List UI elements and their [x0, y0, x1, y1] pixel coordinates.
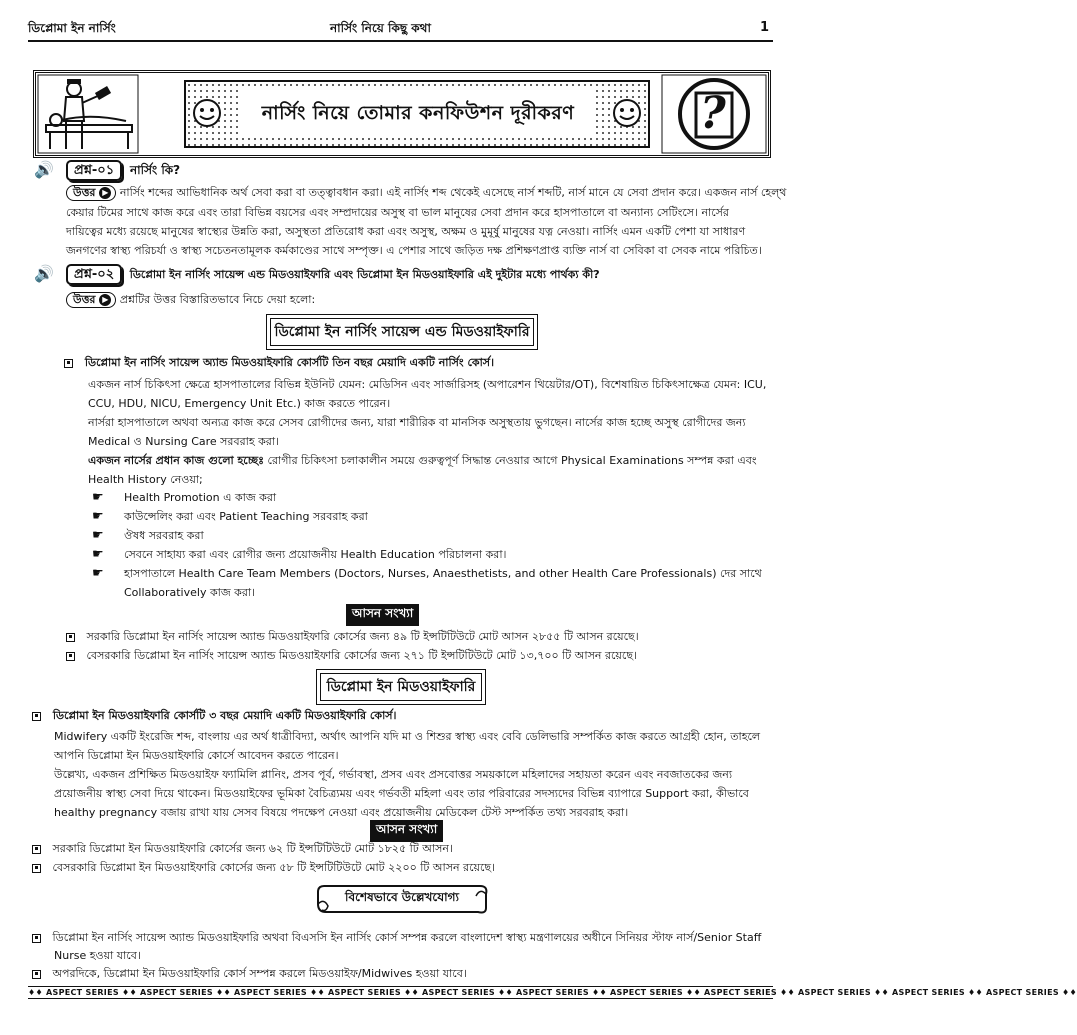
section-heading-notable: বিশেষভাবে উল্লেখযোগ্য: [345, 890, 459, 904]
smiley-icon: [612, 98, 642, 132]
pointing-hand-icon: ☛: [92, 490, 104, 505]
nurse-patient-illustration: [36, 73, 140, 155]
square-bullet-icon: [66, 633, 75, 642]
duty-item: কাউন্সেলিং করা এবং Patient Teaching সরবরাহ করা: [124, 510, 368, 523]
notable-item: ডিপ্লোমা ইন নার্সিং সায়েন্স অ্যান্ড মিডওয়াইফারি অথবা বিএসসি ইন নার্সিং কোর্স সম্পন্ন করলে বাংলাদেশ স্বাস্থ্য মন্ত্রণালয়ের অধীনে সিনিয়র স্টাফ নার্স/Senior Staff: [52, 931, 762, 944]
duty-item: ঔষধ সরবরাহ করা: [124, 529, 204, 542]
square-bullet-icon: [32, 712, 41, 721]
pointing-hand-icon: ☛: [92, 509, 104, 524]
section2-line: Midwifery একটি ইংরেজি শব্দ, বাংলায় এর অর্থ ধাত্রীবিদ্যা, অর্থাৎ আপনি যদি মা ও শিশুর স্বাস্থ্য এবং বেবি ডেলিভারি সম্পর্কিত কাজ করতে আগ্রহী হোন, তাহলে: [54, 730, 761, 743]
section1-line: নার্সরা হাসপাতালে অথবা অন্যত্র কাজ করে সেসব রোগীদের জন্য, যারা শারীরিক বা মানসিক অসুস্থতায় ভুগছেন। নার্সের কাজ হচ্ছে অসুস্থ রোগীদের জন্য: [88, 416, 746, 429]
answer-1-line: কেয়ার টিমের সাথে কাজ করে এবং তারা বিভিন্ন বয়সের এবং সম্প্রদায়ের অসুস্থ বা ভাল মানুষের সেবা প্রদান করে হাসপাতালে বা অন্যান্য সেটিংসে। নার্সের: [66, 206, 729, 219]
notable-item: অপরদিকে, ডিপ্লোমা ইন মিডওয়াইফারি কোর্স সম্পন্ন করলে মিডওয়াইফ/Midwives হওয়া যাবে।: [52, 967, 467, 980]
arrow-right-icon: ▶: [99, 187, 111, 199]
square-bullet-icon: [66, 652, 75, 661]
answer-1-line: জনগণের স্বাস্থ্য পরিচর্যা ও স্বাস্থ্য সচেতনতামূলক কর্মকাণ্ডের সাথে সম্পৃক্ত। এ পেশার সাথে জড়িত দক্ষ প্রশিক্ষণপ্রাপ্ত ব্যক্তি নার্স বা সেবিকা বা সেবক নামে পরিচিত।: [66, 244, 762, 257]
speaker-icon: 🔊: [34, 160, 54, 179]
duties-intro: রোগীর চিকিৎসা চলাকালীন সময়ে গুরুত্বপূর্ণ সিদ্ধান্ত নেওয়ার আগে Physical Examinations সম্পন্ন করা এবং: [267, 454, 757, 467]
answer-badge-2: উত্তর ▶: [66, 292, 116, 308]
footer-series-strip: ♦♦ ASPECT SERIES ♦♦ ASPECT SERIES ♦♦ ASPECT SERIES ♦♦ ASPECT SERIES ♦♦ ASPECT SERIES ♦♦ ASPECT SERIES ♦♦ ASPECT SERIES ♦♦ ASPECT SERIES ♦♦ ASPECT SERIES ♦♦ ASPECT SERIES ♦♦ ASPECT SERIES ♦♦: [28, 988, 1077, 997]
question-badge-2: প্রশ্ন-০২: [66, 264, 122, 285]
duty-item-cont: Collaboratively কাজ করা।: [124, 586, 256, 599]
duty-item: সেবনে সাহায্য করা এবং রোগীর জন্য প্রয়োজনীয় Health Education পরিচালনা করা।: [124, 548, 507, 561]
square-bullet-icon: [32, 934, 41, 943]
header-rule: [28, 40, 773, 42]
notable-item-cont: Nurse হওয়া যাবে।: [54, 949, 141, 962]
answer-1-line: নার্সিং শব্দের আভিধানিক অর্থ সেবা করা বা তত্ত্বাবধান করা। এই নার্সিং শব্দ থেকেই এসেছে নার্স শব্দটি, নার্স মানে যে সেবা প্রদান করে। একজন নার্স হেল্থ: [119, 186, 787, 199]
duties-heading: একজন নার্সের প্রধান কাজ গুলো হচ্ছেঃ: [88, 454, 265, 467]
square-bullet-icon: [32, 864, 41, 873]
answer-1-line: দায়িত্বের মধ্যে রয়েছে মানুষের স্বাস্থ্যের উন্নতি করা, অসুস্থতা প্রতিরোধ করা এবং অসুস্থ, অক্ষম ও মুমূর্ষু মানুষের যত্ন নেওয়া। নার্সিং এমন একটি পেশা যা সাধারণ: [66, 225, 746, 238]
square-bullet-icon: [32, 845, 41, 854]
pointing-hand-icon: ☛: [92, 547, 104, 562]
question-badge-1: প্রশ্ন-০১: [66, 160, 122, 181]
section2-line: প্রয়োজনীয় স্বাস্থ্য সেবা দিয়ে থাকেন। মিডওয়াইফের ভূমিকা বৈচিত্র্যময় এবং গর্ভবতী মহিলা এবং তার পরিবারের সদস্যদের বিভিন্ন ব্যাপারে Support করা, কীভাবে: [54, 787, 749, 800]
section-heading-midwifery: ডিপ্লোমা ইন মিডওয়াইফারি: [320, 673, 482, 701]
answer-badge-1: উত্তর ▶: [66, 185, 116, 201]
square-bullet-icon: [32, 970, 41, 979]
seat-item: বেসরকারি ডিপ্লোমা ইন মিডওয়াইফারি কোর্সের জন্য ৫৮ টি ইন্সটিটিউটে মোট ২২০০ টি আসন রয়েছে।: [52, 861, 496, 874]
pointing-hand-icon: ☛: [92, 566, 104, 581]
header-left: ডিপ্লোমা ইন নার্সিং: [28, 21, 116, 35]
question-mark-icon: ?: [700, 88, 726, 139]
section2-line: healthy pregnancy বজায় রাখা যায় সেসব বিষয়ে পদক্ষেপ নেওয়া এবং প্রয়োজনীয় মেডিকেল টেস্ট সম্পর্কিত তথ্য সরবরাহ করা।: [54, 806, 629, 819]
section2-line: আপনি ডিপ্লোমা ইন মিডওয়াইফারি কোর্সে আবেদন করতে পারেন।: [54, 749, 339, 762]
section2-title: ডিপ্লোমা ইন মিডওয়াইফারি কোর্সটি ৩ বছর মেয়াদি একটি মিডওয়াইফারি কোর্স।: [52, 709, 397, 722]
seat-item: সরকারি ডিপ্লোমা ইন নার্সিং সায়েন্স অ্যান্ড মিডওয়াইফারি কোর্সের জন্য ৪৯ টি ইন্সটিটিউটে মোট আসন ২৮৫৫ টি আসন রয়েছে।: [86, 630, 639, 643]
banner-title: নার্সিং নিয়ে তোমার কনফিউশন দূরীকরণ: [240, 90, 596, 136]
smiley-icon: [192, 98, 222, 132]
section2-line: উল্লেখ্য, একজন প্রশিক্ষিত মিডওয়াইফ ফ্যামিলি প্লানিং, প্রসব পূর্ব, গর্ভাবস্থা, প্রসব এবং প্রসবোত্তর সময়কালে মহিলাদের সহায়তা করেন এবং নবজাতকের জন্য: [54, 768, 733, 781]
seat-item: বেসরকারি ডিপ্লোমা ইন নার্সিং সায়েন্স অ্যান্ড মিডওয়াইফারি কোর্সের জন্য ২৭১ টি ইন্সটিটিউটে মোট ১৩,৭০০ টি আসন রয়েছে।: [86, 649, 637, 662]
seats-tag: আসন সংখ্যা: [370, 820, 443, 842]
square-bullet-icon: [64, 359, 73, 368]
header-center: নার্সিং নিয়ে কিছু কথা: [330, 21, 431, 35]
section1-line: CCU, HDU, NICU, Emergency Unit Etc.) কাজ করতে পারেন।: [88, 397, 391, 410]
section1-title: ডিপ্লোমা ইন নার্সিং সায়েন্স অ্যান্ড মিডওয়াইফারি কোর্সটি তিন বছর মেয়াদি একটি নার্সিং কোর্স।: [84, 356, 495, 369]
seats-tag: আসন সংখ্যা: [346, 604, 419, 626]
section-heading-nursing-midwifery: ডিপ্লোমা ইন নার্সিং সায়েন্স এন্ড মিডওয়াইফারি: [270, 318, 534, 346]
section1-line: Medical ও Nursing Care সরবরাহ করা।: [88, 435, 279, 448]
duties-intro-cont: Health History নেওয়া;: [88, 473, 203, 486]
question-2-text: ডিপ্লোমা ইন নার্সিং সায়েন্স এন্ড মিডওয়াইফারি এবং ডিপ্লোমা ইন মিডওয়াইফারি এই দুইটার মধ্যে পার্থক্য কী?: [129, 268, 600, 281]
answer-2-intro: প্রশ্নটির উত্তর বিস্তারিতভাবে নিচে দেয়া হলো:: [119, 293, 316, 306]
arrow-right-icon: ▶: [99, 294, 111, 306]
question-1-text: নার্সিং কি?: [130, 163, 181, 177]
section1-line: একজন নার্স চিকিৎসা ক্ষেত্রে হাসপাতালের বিভিন্ন ইউনিট যেমন: মেডিসিন এবং সার্জারিসহ (অপারেশন থিয়েটার/OT), বিশেষায়িত চিকিৎসাক্ষেত্র যেমন: ICU,: [88, 378, 767, 391]
duty-item: হাসপাতালে Health Care Team Members (Doctors, Nurses, Anaesthetists, and other Health Care Professionals) দের সাথে: [124, 567, 762, 580]
seat-item: সরকারি ডিপ্লোমা ইন মিডওয়াইফারি কোর্সের জন্য ৬২ টি ইন্সটিটিউটে মোট ১৮২৫ টি আসন।: [52, 842, 453, 855]
pointing-hand-icon: ☛: [92, 528, 104, 543]
speaker-icon: 🔊: [34, 264, 54, 283]
duty-item: Health Promotion এ কাজ করা: [124, 491, 277, 504]
page-number: 1: [760, 20, 770, 35]
